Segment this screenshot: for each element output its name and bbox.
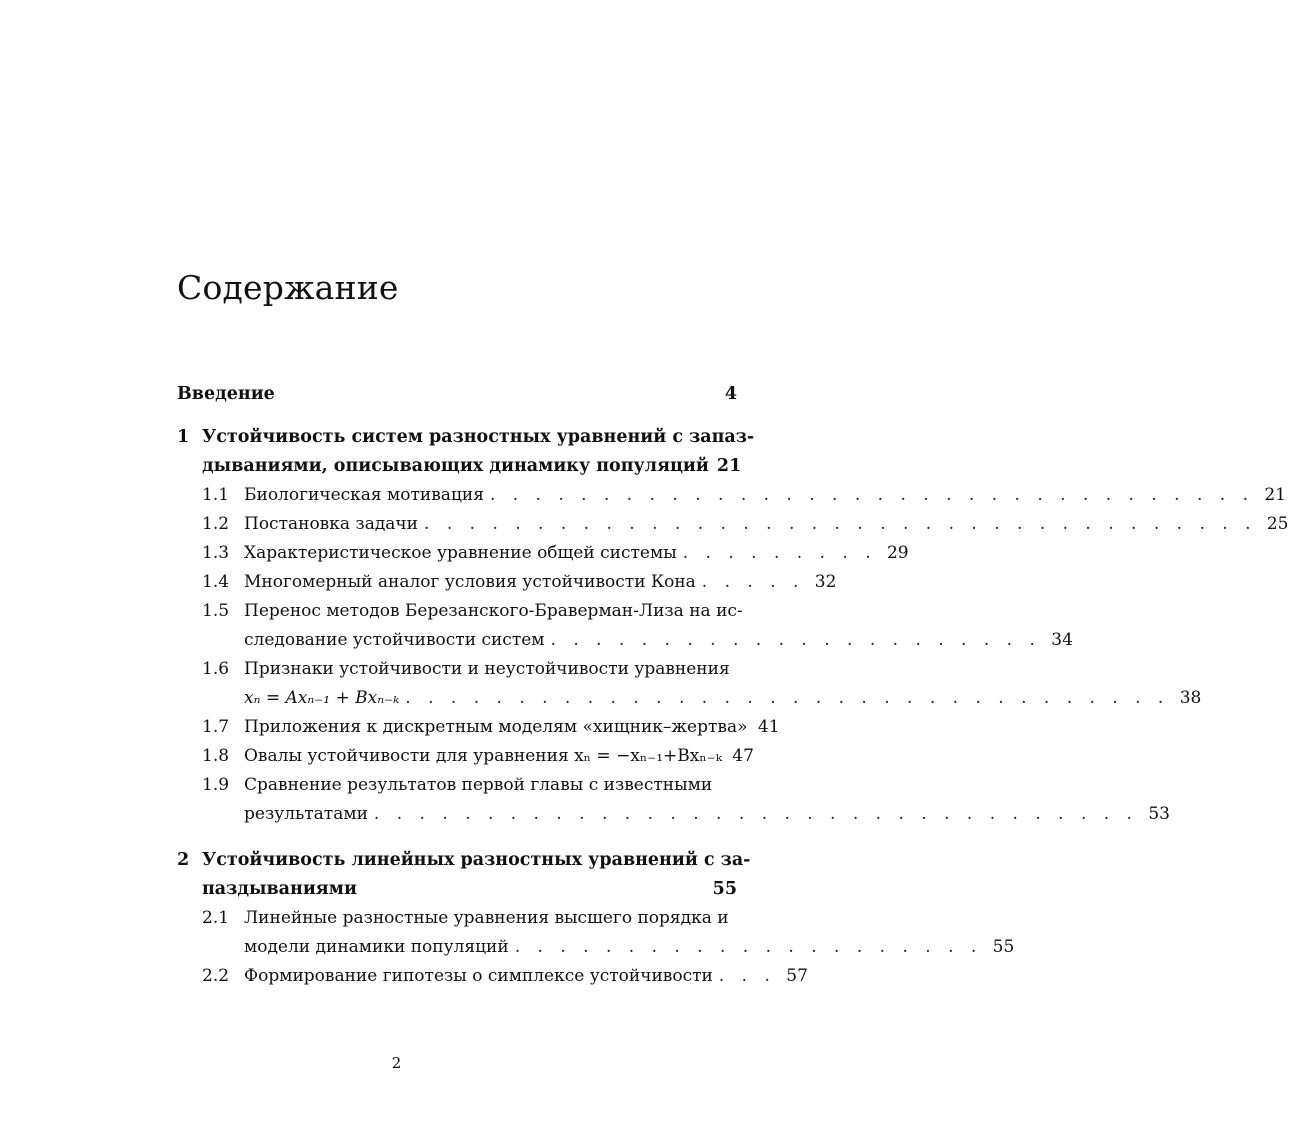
section-title: Признаки устойчивости и неустойчивости уравнения xyxy=(244,659,730,679)
page-title: Содержание xyxy=(177,268,399,307)
toc-page-number: 29 xyxy=(886,543,909,563)
section-title: Характеристическое уравнение общей системы xyxy=(244,543,677,563)
section-title: следование устойчивости систем xyxy=(244,630,545,650)
section-number: 1.5 xyxy=(202,601,230,621)
toc-section-1-5-cont[interactable] xyxy=(177,626,1073,655)
dot-leader: . . . . . . . . . . . . . . . . . . . . . . . . . . . . . . . . . . xyxy=(405,688,1170,708)
dot-leader: . . . . . . . . . xyxy=(682,543,877,563)
dot-leader: . . . xyxy=(718,966,776,986)
toc-section-2-1-cont[interactable] xyxy=(177,933,1015,962)
toc-section-1-2[interactable] xyxy=(177,510,1289,539)
toc-entry-intro[interactable] xyxy=(177,380,737,409)
chapter-title-line: Устойчивость систем разностных уравнений с запаз- xyxy=(202,427,755,447)
chapter-number: 2 xyxy=(177,850,190,870)
toc-section-1-9-cont[interactable] xyxy=(177,800,1170,829)
toc-section-2-1[interactable] xyxy=(177,904,737,933)
section-title: Перенос методов Березанского-Браверман-Лиза на ис- xyxy=(244,601,743,621)
section-number: 1.6 xyxy=(202,659,230,679)
toc-section-1-3[interactable] xyxy=(177,539,909,568)
section-number: 1.8 xyxy=(202,746,230,766)
toc-page-number: 4 xyxy=(724,384,737,404)
chapter-title-line: паздываниями xyxy=(202,879,357,899)
toc-chapter-1-cont[interactable] xyxy=(177,452,742,481)
toc-section-1-7[interactable] xyxy=(177,713,780,742)
section-title: Многомерный аналог условия устойчивости Кона xyxy=(244,572,696,592)
chapter-title-line: дываниями, описывающих динамику популяций xyxy=(202,456,709,476)
dot-leader: . . . . . . . . . . . . . . . . . . . . . . . . . . . . . . . . . . xyxy=(373,804,1138,824)
toc-page-number: 55 xyxy=(992,937,1015,957)
section-number: 2.1 xyxy=(202,908,230,928)
section-title: результатами xyxy=(244,804,368,824)
section-title: Сравнение результатов первой главы с известными xyxy=(244,775,713,795)
toc-page-number: 57 xyxy=(786,966,808,986)
section-title: модели динамики популяций xyxy=(244,937,509,957)
toc-chapter-2-cont[interactable] xyxy=(177,875,737,904)
toc-section-1-6[interactable] xyxy=(177,655,737,684)
toc-page-number: 25 xyxy=(1266,514,1289,534)
toc-page-number: 47 xyxy=(732,746,754,766)
toc-page-number: 21 xyxy=(1264,485,1286,505)
section-title: Овалы устойчивости для уравнения xₙ = −xₙ₋₁+Bxₙ₋ₖ xyxy=(244,746,722,766)
section-number: 1.9 xyxy=(202,775,230,795)
dot-leader: . . . . . . . . . . . . . . . . . . . . . xyxy=(514,937,983,957)
toc-page-number: 41 xyxy=(757,717,780,737)
chapter-number: 1 xyxy=(177,427,190,447)
toc-section-1-6-cont[interactable] xyxy=(177,684,1202,713)
section-title: Приложения к дискретным моделям «хищник–жертва» xyxy=(244,717,748,737)
section-number: 1.4 xyxy=(202,572,230,592)
dot-leader: . . . . . xyxy=(701,572,805,592)
dot-leader: . . . . . . . . . . . . . . . . . . . . . . . . . . . . . . . . . . . . . xyxy=(424,514,1257,534)
toc-page-number: 21 xyxy=(716,456,742,476)
dot-leader: . . . . . . . . . . . . . . . . . . . . . . xyxy=(550,630,1041,650)
section-title: Биологическая мотивация xyxy=(244,485,484,505)
toc-page-number: 55 xyxy=(712,879,737,899)
toc-section-1-9[interactable] xyxy=(177,771,737,800)
toc-section-1-5[interactable] xyxy=(177,597,743,626)
toc-section-1-1[interactable] xyxy=(177,481,1286,510)
toc-page-number: 32 xyxy=(814,572,837,592)
section-number: 1.7 xyxy=(202,717,230,737)
page-number: 2 xyxy=(391,1054,402,1072)
toc-page-number: 53 xyxy=(1148,804,1170,824)
toc-section-1-8[interactable] xyxy=(177,742,754,771)
toc-section-1-4[interactable] xyxy=(177,568,837,597)
section-number: 1.1 xyxy=(202,485,230,505)
section-title: Постановка задачи xyxy=(244,514,419,534)
toc-entry-title: Введение xyxy=(177,384,275,404)
toc-page-number: 34 xyxy=(1051,630,1073,650)
section-title: Формирование гипотезы о симплексе устойчивости xyxy=(244,966,713,986)
section-number: 1.3 xyxy=(202,543,230,563)
table-of-contents xyxy=(177,380,1289,991)
section-formula: xₙ = Axₙ₋₁ + Bxₙ₋ₖ xyxy=(244,688,400,708)
section-title: Линейные разностные уравнения высшего порядка и xyxy=(244,908,729,928)
section-number: 1.2 xyxy=(202,514,230,534)
dot-leader: . . . . . . . . . . . . . . . . . . . . . . . . . . . . . . . . . . xyxy=(489,485,1254,505)
chapter-title-line: Устойчивость линейных разностных уравнений с за- xyxy=(202,850,751,870)
toc-section-2-2[interactable] xyxy=(177,962,808,991)
toc-chapter-1[interactable] xyxy=(177,423,755,452)
section-number: 2.2 xyxy=(202,966,230,986)
toc-chapter-2[interactable] xyxy=(177,846,751,875)
toc-page-number: 38 xyxy=(1179,688,1202,708)
